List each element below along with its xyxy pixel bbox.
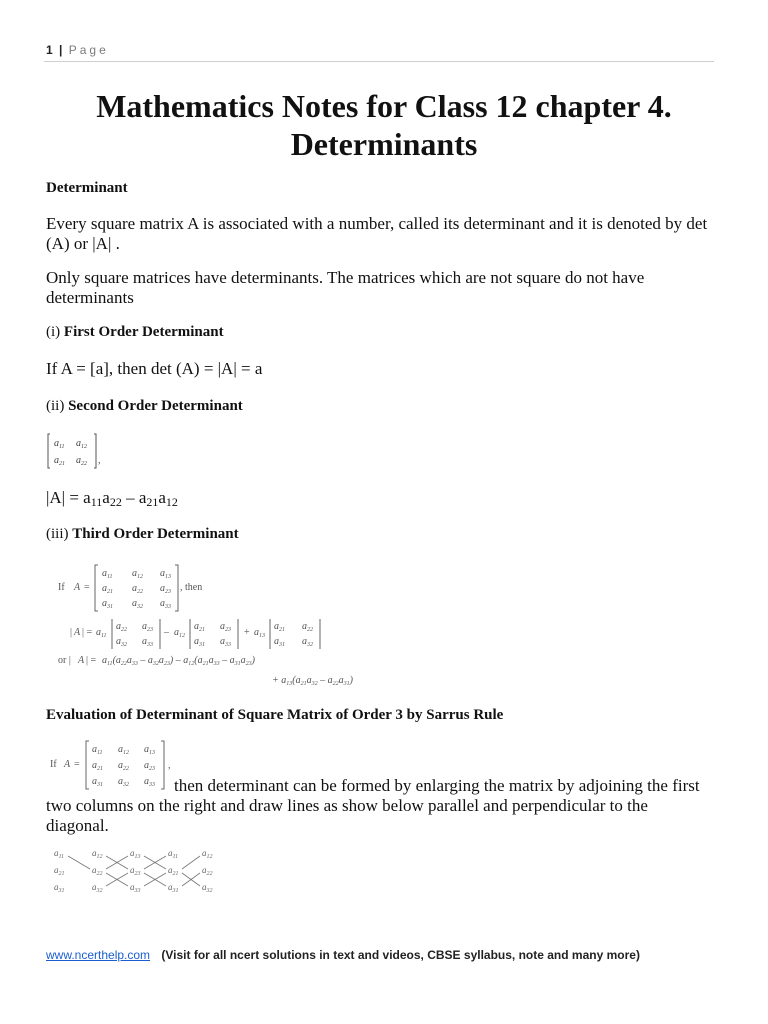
svg-text:A: A (64, 759, 71, 770)
page-label: Page (68, 43, 109, 57)
svg-text:a12: $a_{12}$ (174, 627, 185, 639)
svg-text:a32: $a_{32}$ (302, 636, 313, 648)
svg-text:a31: $a_{31}$ (274, 636, 285, 648)
svg-text:a21: $a_{21}$ (54, 455, 65, 467)
svg-text:A: A (74, 627, 81, 638)
svg-text:A: A (74, 582, 81, 593)
determinant-heading: Determinant (46, 180, 128, 196)
svg-text:a11: $a_{11}$ (54, 848, 65, 860)
document-title (40, 87, 728, 163)
svg-text:If: If (50, 759, 57, 770)
svg-text:a31: $a_{31}$ (102, 598, 113, 610)
sarrus-diagram-image (52, 846, 224, 901)
svg-text:a13: $a_{13}$ (144, 744, 155, 756)
header-rule (44, 61, 714, 62)
first-order-prefix: (i) (46, 324, 64, 340)
svg-text:a33: $a_{33}$ (220, 636, 231, 648)
svg-text:a22: $a_{22}$ (76, 455, 87, 467)
svg-text:a13: $a_{13}$ (254, 627, 265, 639)
third-order-expansion-image (56, 562, 396, 695)
second-order-formula: $|A| = a_{11}a_{22} - a_{21}a_{12}$ (46, 488, 178, 509)
svg-text:a22: $a_{22}$ (92, 865, 103, 877)
svg-text:a11: $a_{11}$ (92, 744, 103, 756)
svg-text:a21: $a_{21}$ (168, 865, 179, 877)
svg-text:a23: $a_{23}$ (144, 760, 155, 772)
svg-text:a12: $a_{12}$ (76, 438, 87, 450)
svg-text:a31: $a_{31}$ (168, 882, 179, 894)
svg-text:a22: $a_{22}$ (116, 621, 127, 633)
svg-text:a11: $a_{11}$ (168, 848, 179, 860)
svg-text:=: = (74, 759, 80, 770)
sarrus-text-start: then determinant can be formed by enlarging the matrix by adjoining the first (174, 776, 700, 795)
svg-text:=: = (84, 582, 90, 593)
paragraph-square-only: Only square matrices have determinants. The matrices which are not square do not have determinants (46, 268, 645, 307)
third-order-title: Third Order Determinant (72, 526, 239, 542)
svg-text:a22: $a_{22}$ (132, 583, 143, 595)
svg-text:a33: $a_{33}$ (144, 776, 155, 788)
page-header (46, 43, 109, 57)
svg-text:a13: $a_{13}$ (160, 568, 171, 580)
svg-text:a12: $a_{12}$ (202, 848, 213, 860)
first-order-title: First Order Determinant (63, 324, 224, 340)
svg-text:a11: $a_{11}$ (102, 568, 113, 580)
svg-text:a31: $a_{31}$ (92, 776, 103, 788)
svg-text:a21: $a_{21}$ (102, 583, 113, 595)
svg-text:a32: $a_{32}$ (202, 882, 213, 894)
second-order-matrix-image (46, 432, 116, 475)
sarrus-text-rest: two columns on the right and draw lines as show below parallel and perpendicular to the diagonal. (46, 796, 648, 835)
svg-text:a21: $a_{21}$ (194, 621, 205, 633)
svg-text:,: , (98, 455, 101, 466)
second-order-title: Second Order Determinant (68, 398, 243, 414)
title-line-2: Determinants (290, 126, 478, 162)
svg-text:a22: $a_{22}$ (118, 760, 129, 772)
footer-visit-text: (Visit for all ncert solutions in text and videos, CBSE syllabus, note and many more) (161, 948, 640, 962)
svg-text:If: If (58, 582, 65, 593)
second-order-formula-lead: |A| = a (46, 488, 91, 507)
svg-text:, then: , then (180, 582, 203, 593)
svg-text:a33: $a_{33}$ (160, 598, 171, 610)
svg-text:a22: $a_{22}$ (302, 621, 313, 633)
first-order-formula: If A = [a], then det (A) = |A| = a (46, 359, 263, 378)
svg-text:+ a13(a21a32 – a22a31): + $a_{13}(a_{21}a_{32} - a_{22}a_{31})$ (272, 675, 353, 687)
svg-text:a31: $a_{31}$ (54, 882, 65, 894)
svg-text:a12: $a_{12}$ (132, 568, 143, 580)
page-separator: | (59, 43, 63, 57)
svg-text:a33: $a_{33}$ (142, 636, 153, 648)
first-order-heading (46, 322, 726, 342)
svg-text:a21: $a_{21}$ (92, 760, 103, 772)
svg-text:a22: $a_{22}$ (202, 865, 213, 877)
ncerthelp-link[interactable]: www.ncerthelp.com (46, 948, 151, 962)
svg-text:a21: $a_{21}$ (274, 621, 285, 633)
svg-text:A: A (78, 655, 85, 666)
title-line-1: Mathematics Notes for Class 12 chapter 4. (96, 88, 672, 124)
svg-text:a32: $a_{32}$ (132, 598, 143, 610)
svg-text:a32: $a_{32}$ (116, 636, 127, 648)
svg-text:+: + (244, 627, 250, 638)
page-number: 1 (46, 43, 53, 57)
paragraph-definition: Every square matrix A is associated with a number, called its determinant and it is denoted by det (A) or |A| . (46, 214, 708, 253)
svg-text:a23: $a_{23}$ (142, 621, 153, 633)
svg-text:a23: $a_{23}$ (220, 621, 231, 633)
svg-text:a13: $a_{13}$ (130, 848, 141, 860)
svg-text:a21: $a_{21}$ (54, 865, 65, 877)
svg-text:| =: | = (86, 655, 97, 666)
svg-text:a23: $a_{23}$ (160, 583, 171, 595)
svg-text:a32: $a_{32}$ (92, 882, 103, 894)
svg-text:a12: $a_{12}$ (92, 848, 103, 860)
second-order-heading (46, 396, 726, 416)
page-footer (46, 948, 640, 962)
svg-text:a11: $a_{11}$ (96, 627, 107, 639)
svg-text:a11(a22a33 – a32a23) – a12(a21: $a_{11}(a_{22}a_{33} - a_{32}a_{23}) - a_{12}(a_{21}a_{33} - a_{31}a_{23})$ (102, 655, 255, 667)
svg-text:a12: $a_{12}$ (118, 744, 129, 756)
third-order-prefix: (iii) (46, 526, 73, 542)
second-order-prefix: (ii) (46, 398, 69, 414)
svg-text:a33: $a_{33}$ (130, 882, 141, 894)
svg-text:a32: $a_{32}$ (118, 776, 129, 788)
third-order-heading (46, 524, 726, 544)
svg-text:a11: $a_{11}$ (54, 438, 65, 450)
svg-text:or |: or | (58, 655, 71, 666)
svg-text:,: , (168, 760, 171, 771)
svg-text:| =: | = (82, 627, 93, 638)
svg-text:–: – (164, 627, 169, 638)
sarrus-matrix-image (48, 740, 176, 797)
sarrus-heading: Evaluation of Determinant of Square Matrix of Order 3 by Sarrus Rule (46, 707, 504, 723)
svg-text:|: | (70, 627, 73, 638)
svg-text:a23: $a_{23}$ (130, 865, 141, 877)
svg-text:a31: $a_{31}$ (194, 636, 205, 648)
